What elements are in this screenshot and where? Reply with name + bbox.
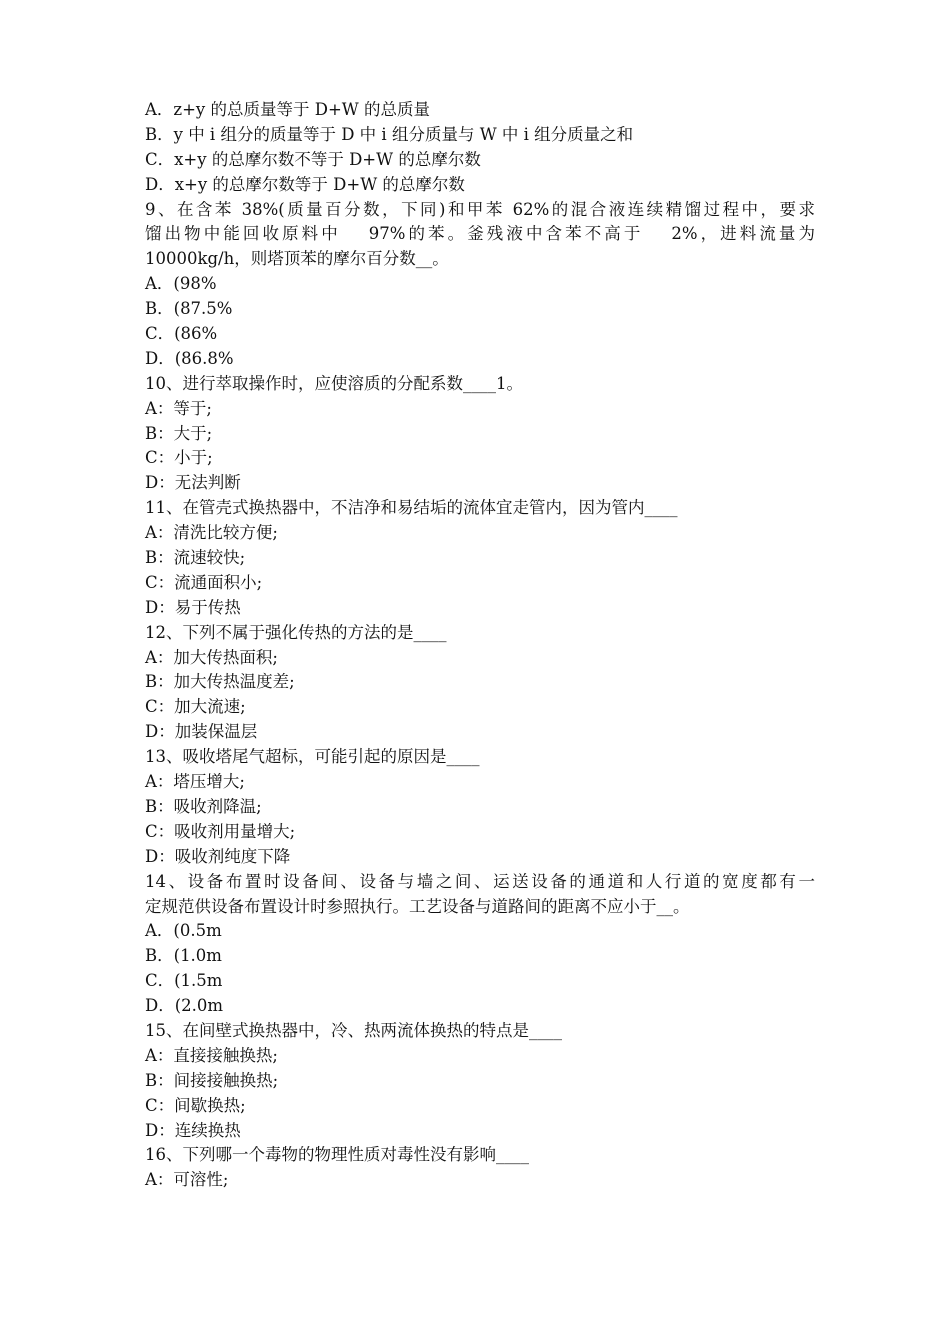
question-text-line: 12、下列不属于强化传热的方法的是____ bbox=[145, 622, 447, 642]
question-q10 bbox=[145, 372, 815, 496]
question-text-line: 9、在含苯 38%(质量百分数，下同)和甲苯 62%的混合液连续精馏过程中，要求 bbox=[145, 199, 815, 219]
question-q11 bbox=[145, 496, 815, 620]
question-text-line: 定规范供设备布置设计时参照执行。工艺设备与道路间的距离不应小于__。 bbox=[145, 896, 690, 916]
answer-option: C：小于; bbox=[145, 448, 213, 468]
question-q12 bbox=[145, 621, 815, 745]
answer-option: B：大于; bbox=[145, 423, 213, 443]
answer-option: C．(86% bbox=[145, 324, 218, 344]
answer-option: B：流速较快; bbox=[145, 548, 246, 568]
question-text-line: 13、吸收塔尾气超标，可能引起的原因是____ bbox=[145, 747, 480, 767]
answer-option: D：连续换热 bbox=[145, 1120, 241, 1140]
answer-option: D：易于传热 bbox=[145, 597, 241, 617]
answer-option: B．(87.5% bbox=[145, 299, 233, 319]
question-text-line: 10、进行萃取操作时，应使溶质的分配系数____1。 bbox=[145, 373, 523, 393]
question-text-line: 15、在间壁式换热器中，冷、热两流体换热的特点是____ bbox=[145, 1020, 562, 1040]
answer-option: C：流通面积小; bbox=[145, 572, 263, 592]
answer-option: D：加装保温层 bbox=[145, 722, 258, 742]
answer-option: B：加大传热温度差; bbox=[145, 672, 295, 692]
answer-option: A：直接接触换热; bbox=[145, 1045, 278, 1065]
answer-option: D．(86.8% bbox=[145, 348, 234, 368]
answer-option: A：等于; bbox=[145, 398, 212, 418]
answer-option: D：吸收剂纯度下降 bbox=[145, 846, 291, 866]
answer-option: A：可溶性; bbox=[145, 1170, 229, 1190]
answer-option: D．(2.0m bbox=[145, 996, 224, 1016]
question-q13 bbox=[145, 745, 815, 869]
answer-option: B．(1.0m bbox=[145, 946, 222, 966]
answer-option: A：塔压增大; bbox=[145, 772, 245, 792]
question-q8 bbox=[145, 98, 815, 198]
answer-option: B：间接接触换热; bbox=[145, 1070, 279, 1090]
answer-option: C：加大流速; bbox=[145, 697, 246, 717]
answer-option: D．x+y 的总摩尔数等于 D+W 的总摩尔数 bbox=[145, 174, 465, 194]
answer-option: A．(98% bbox=[145, 274, 217, 294]
question-q14 bbox=[145, 870, 815, 1019]
question-q16 bbox=[145, 1143, 815, 1193]
document-body bbox=[145, 98, 815, 1193]
answer-option: C：吸收剂用量增大; bbox=[145, 821, 296, 841]
question-text-line: 11、在管壳式换热器中，不洁净和易结垢的流体宜走管内，因为管内____ bbox=[145, 498, 678, 518]
question-text-line: 14、设备布置时设备间、设备与墙之间、运送设备的通道和人行道的宽度都有一 bbox=[145, 871, 815, 891]
question-text-line: 16、下列哪一个毒物的物理性质对毒性没有影响____ bbox=[145, 1145, 529, 1165]
answer-option: C．x+y 的总摩尔数不等于 D+W 的总摩尔数 bbox=[145, 149, 481, 169]
answer-option: A：加大传热面积; bbox=[145, 647, 278, 667]
question-q15 bbox=[145, 1019, 815, 1143]
question-q9 bbox=[145, 198, 815, 372]
answer-option: A．z+y 的总质量等于 D+W 的总质量 bbox=[145, 100, 431, 119]
question-text-line: 馏出物中能回收原料中 97%的苯。釜残液中含苯不高于 2%，进料流量为 bbox=[145, 224, 815, 244]
answer-option: A．(0.5m bbox=[145, 921, 222, 941]
answer-option: D：无法判断 bbox=[145, 473, 241, 493]
question-text-line: 10000kg/h，则塔顶苯的摩尔百分数__。 bbox=[145, 249, 449, 269]
answer-option: C．(1.5m bbox=[145, 971, 223, 991]
answer-option: C：间歇换热; bbox=[145, 1095, 246, 1115]
answer-option: B．y 中 i 组分的质量等于 D 中 i 组分质量与 W 中 i 组分质量之和 bbox=[145, 124, 634, 144]
answer-option: B：吸收剂降温; bbox=[145, 796, 262, 816]
answer-option: A：清洗比较方便; bbox=[145, 523, 278, 543]
